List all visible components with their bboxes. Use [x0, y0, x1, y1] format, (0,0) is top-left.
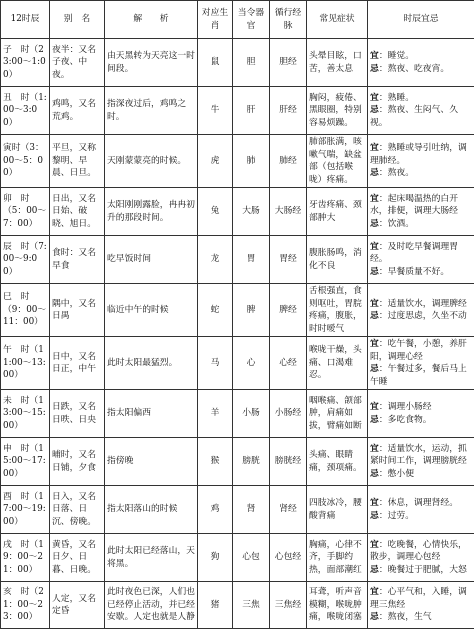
- zodiac-cell: 龙: [198, 236, 233, 284]
- ji-line: [370, 564, 472, 577]
- organ-cell: 肝: [233, 87, 270, 135]
- yi-line: [370, 401, 472, 414]
- alias-cell: 日出，又名日始、破晓、旭日。: [50, 188, 105, 236]
- header-row: [1, 1, 474, 39]
- yi-line: [370, 92, 472, 105]
- organ-cell: 肾: [233, 486, 270, 534]
- ji-label: 忌: [370, 364, 379, 374]
- ji-text: ：多吃食物。: [378, 414, 432, 425]
- meridian-cell: 胃经: [270, 236, 307, 284]
- yi-text: ：吃午餐，小憩，养肝阳，调理心经: [370, 339, 467, 362]
- advice-cell: [368, 39, 474, 87]
- meridian-cell: 脾经: [270, 284, 307, 337]
- organ-cell: 大肠: [233, 188, 270, 236]
- shichen-cell: 卯 时（5：00～7：00）: [1, 188, 50, 236]
- yi-label: 宜: [370, 193, 379, 204]
- yi-text: ：休息，调理肾经。: [378, 498, 458, 508]
- yi-line: [370, 142, 472, 167]
- header-zodiac: 对应生肖: [198, 1, 233, 39]
- analysis-cell: 此时夜色已深，人们也已经停止活动，并已经安歇。人定也就是人静: [105, 582, 198, 629]
- advice-cell: [368, 438, 474, 486]
- organ-cell: 肺: [233, 135, 270, 188]
- shichen-cell: 寅时（3：00～5：00）: [1, 135, 50, 188]
- ji-label: 忌: [370, 218, 379, 229]
- advice-cell: [368, 582, 474, 629]
- yi-text: ：起床喝温热的白开水，排便，调理大肠经: [370, 193, 458, 217]
- yi-text: ：适量饮水，调理脾经: [378, 298, 467, 309]
- alias-cell: 日入，又名日落、日沉、傍晚。: [50, 486, 105, 534]
- meridian-cell: 心经: [270, 337, 307, 390]
- table-row: [1, 438, 474, 486]
- zodiac-cell: 猪: [198, 582, 233, 629]
- meridian-cell: 心包经: [270, 534, 307, 582]
- yi-label: 宜: [370, 339, 379, 349]
- ji-text: ：晚餐过于肥腻，大怒: [378, 564, 467, 575]
- yi-label: 宜: [370, 402, 379, 412]
- analysis-cell: 指傍晚: [105, 438, 198, 486]
- symptoms-cell: 牙齿疼痛、颈部肿大: [307, 188, 368, 236]
- yi-line: [370, 497, 472, 510]
- ji-line: [370, 104, 472, 129]
- table-row: [1, 188, 474, 236]
- alias-cell: 黄昏，又名日夕、日暮、日晚。: [50, 534, 105, 582]
- yi-text: ：心平气和，入睡，调理三焦经: [370, 587, 467, 610]
- analysis-cell: 指太阳偏西: [105, 390, 198, 438]
- yi-text: ：熟睡。: [378, 92, 415, 103]
- zodiac-cell: 猴: [198, 438, 233, 486]
- yi-line: [370, 241, 472, 266]
- yi-label: 宜: [370, 51, 379, 61]
- yi-line: [370, 539, 472, 564]
- ji-text: ：熬夜，生气: [378, 612, 432, 623]
- ji-line: [370, 218, 472, 231]
- ji-line: [370, 310, 472, 323]
- yi-label: 宜: [370, 92, 379, 103]
- organ-cell: 三焦: [233, 582, 270, 629]
- symptoms-cell: 喉咙干燥，头痛、口渴难忍。: [307, 337, 368, 390]
- shichen-cell: 午 时（11:00～13:00）: [1, 337, 50, 390]
- analysis-cell: 指深夜过后，鸡鸣之时。: [105, 87, 198, 135]
- ji-line: [370, 167, 472, 180]
- yi-line: [370, 193, 472, 218]
- yi-label: 宜: [370, 539, 379, 550]
- table-row: [1, 87, 474, 135]
- ji-text: ：熬夜、吃夜宵。: [378, 63, 450, 74]
- header-shichen: 12时辰: [1, 1, 50, 39]
- symptoms-cell: 胸痛，心律不齐，手脚约热，面部潮红: [307, 534, 368, 582]
- table-row: [1, 39, 474, 87]
- shichen-cell: 酉 时（17:00～19:00）: [1, 486, 50, 534]
- symptoms-cell: 头痛、眼睛痛，颈项痛。: [307, 438, 368, 486]
- organ-cell: 小肠: [233, 390, 270, 438]
- analysis-cell: 由天黑转为天亮这一时间段。: [105, 39, 198, 87]
- ji-text: ：憋小便: [378, 468, 415, 479]
- ji-text: ：熬夜、生闷气、久视。: [370, 105, 458, 128]
- zodiac-cell: 蛇: [198, 284, 233, 337]
- advice-cell: [368, 188, 474, 236]
- alias-cell: 人定，又名定昏: [50, 582, 105, 629]
- organ-cell: 膀胱: [233, 438, 270, 486]
- shichen-cell: 亥 时（21：00～23：00）: [1, 582, 50, 629]
- ji-line: [370, 611, 472, 624]
- yi-line: [370, 443, 472, 468]
- symptoms-cell: 咽喉痛、颌部肿，肩痛如拔，臂痛如断: [307, 390, 368, 438]
- shichen-cell: 巳 时（9：00～11：00）: [1, 284, 50, 337]
- yi-line: [370, 50, 472, 63]
- alias-cell: 平旦，又称黎明、早晨、日旦。: [50, 135, 105, 188]
- analysis-cell: 太阳刚刚露脸，冉冉初升的那段时间。: [105, 188, 198, 236]
- shichen-cell: 申 时（15:00～17:00）: [1, 438, 50, 486]
- ji-line: [370, 266, 472, 279]
- ji-line: [370, 363, 472, 388]
- yi-label: 宜: [370, 498, 379, 508]
- ji-label: 忌: [370, 168, 379, 179]
- alias-cell: 鸡鸣，又名荒鸡。: [50, 87, 105, 135]
- ji-label: 忌: [370, 63, 379, 74]
- meridian-cell: 肝经: [270, 87, 307, 135]
- meridian-cell: 大肠经: [270, 188, 307, 236]
- alias-cell: 食时：又名早食: [50, 236, 105, 284]
- zodiac-cell: 狗: [198, 534, 233, 582]
- header-alias: 别 名: [50, 1, 105, 39]
- zodiac-cell: 马: [198, 337, 233, 390]
- shichen-cell: 未 时（13:00～15:00）: [1, 390, 50, 438]
- table-row: [1, 284, 474, 337]
- yi-label: 宜: [370, 241, 379, 252]
- advice-cell: [368, 135, 474, 188]
- zodiac-cell: 牛: [198, 87, 233, 135]
- ji-label: 忌: [370, 105, 379, 116]
- meridian-cell: 膀胱经: [270, 438, 307, 486]
- ji-label: 忌: [370, 468, 379, 479]
- ji-label: 忌: [370, 612, 379, 623]
- header-meridian: 循行经脉: [270, 1, 307, 39]
- meridian-cell: 小肠经: [270, 390, 307, 438]
- meridian-cell: 三焦经: [270, 582, 307, 629]
- symptoms-cell: 四肢冰冷，腰酸背痛: [307, 486, 368, 534]
- table-row: [1, 582, 474, 629]
- yi-label: 宜: [370, 143, 379, 154]
- ji-label: 忌: [370, 510, 379, 521]
- header-analysis: 解 析: [105, 1, 198, 39]
- table-body: [1, 39, 474, 629]
- advice-cell: [368, 87, 474, 135]
- alias-cell: 隅中，又名日禺: [50, 284, 105, 337]
- zodiac-cell: 鼠: [198, 39, 233, 87]
- yi-label: 宜: [370, 443, 379, 454]
- alias-cell: 日中，又名日正，中午: [50, 337, 105, 390]
- analysis-cell: 天刚蒙蒙亮的时候。: [105, 135, 198, 188]
- ji-text: ：熬夜。: [378, 168, 415, 179]
- advice-cell: [368, 390, 474, 438]
- alias-cell: 晡时，又名日铺，夕食: [50, 438, 105, 486]
- table-row: [1, 390, 474, 438]
- advice-cell: [368, 486, 474, 534]
- yi-line: [370, 298, 472, 311]
- table-row: [1, 236, 474, 284]
- yi-text: ：适量饮水，运动，抓紧时间工作，调理膀胱经: [370, 443, 467, 467]
- shichen-cell: 戌 时（19：00～21：00）: [1, 534, 50, 582]
- advice-cell: [368, 337, 474, 390]
- ji-text: ：早餐质量不好。: [378, 266, 450, 277]
- analysis-cell: 此时太阳已经落山，天将黑。: [105, 534, 198, 582]
- header-organ: 当令器官: [233, 1, 270, 39]
- zodiac-cell: 兔: [198, 188, 233, 236]
- table-row: [1, 534, 474, 582]
- symptoms-cell: 舌根强直，食则呕吐，胃脘疼痛，腹胀，时时嗳气: [307, 284, 368, 337]
- alias-cell: 日跌，又名日昳、日央: [50, 390, 105, 438]
- ji-text: ：过劳。: [378, 510, 415, 521]
- symptoms-cell: 腹胀肠鸣，消化不良: [307, 236, 368, 284]
- table-row: [1, 486, 474, 534]
- organ-cell: 脾: [233, 284, 270, 337]
- yi-text: ：吃晚餐，心情快乐，散步，调理心包经: [370, 539, 467, 563]
- ji-line: [370, 414, 472, 427]
- ji-text: ：过度思虑，久坐不动: [378, 311, 467, 321]
- ji-label: 忌: [370, 414, 379, 425]
- ji-line: [370, 510, 472, 523]
- analysis-cell: 此时太阳最猛烈。: [105, 337, 198, 390]
- yi-text: ：熟睡或导引吐纳，调理肺经。: [370, 143, 467, 166]
- ji-line: [370, 468, 472, 481]
- shichen-cell: 辰 时（7:00～9:00）: [1, 236, 50, 284]
- ji-label: 忌: [370, 266, 379, 277]
- yi-text: ：及时吃早餐调理胃经。: [370, 241, 458, 265]
- organ-cell: 胆: [233, 39, 270, 87]
- zodiac-cell: 虎: [198, 135, 233, 188]
- advice-cell: [368, 284, 474, 337]
- yi-label: 宜: [370, 298, 379, 309]
- organ-cell: 心包: [233, 534, 270, 582]
- meridian-cell: 肺经: [270, 135, 307, 188]
- symptoms-cell: 肺部胀满，咳嗽气喘，缺盆部（包括喉咙）疼痛。: [307, 135, 368, 188]
- meridian-cell: 胆经: [270, 39, 307, 87]
- organ-cell: 胃: [233, 236, 270, 284]
- advice-cell: [368, 236, 474, 284]
- ji-line: [370, 63, 472, 76]
- header-advice: 时辰宜忌: [368, 1, 474, 39]
- ji-text: ：饮酒。: [378, 218, 415, 229]
- table-row: [1, 135, 474, 188]
- header-symptoms: 常见症状: [307, 1, 368, 39]
- shichen-cell: 丑 时（1:00～3:00）: [1, 87, 50, 135]
- zodiac-cell: 鸡: [198, 486, 233, 534]
- symptoms-cell: 耳聋，听声音模糊，喉咙肿痛，喉咙闭塞: [307, 582, 368, 629]
- meridian-cell: 肾经: [270, 486, 307, 534]
- yi-text: ：调理小肠经: [378, 402, 432, 412]
- yi-line: [370, 338, 472, 363]
- symptoms-cell: 胸闷，疲倦、黑眼圈，特别容易烦躁。: [307, 87, 368, 135]
- yi-line: [370, 586, 472, 611]
- advice-cell: [368, 534, 474, 582]
- analysis-cell: 吃早饭时间: [105, 236, 198, 284]
- ji-text: ：午餐过多，餐后马上午睡: [370, 364, 467, 387]
- symptoms-cell: 头晕目眩，口苦，善太息: [307, 39, 368, 87]
- ji-label: 忌: [370, 564, 379, 575]
- ji-label: 忌: [370, 311, 379, 321]
- shichen-cell: 子 时（23:00～1:00）: [1, 39, 50, 87]
- alias-cell: 夜半：又名子夜、中夜。: [50, 39, 105, 87]
- analysis-cell: 指太阳落山的时候: [105, 486, 198, 534]
- yi-text: ：睡觉。: [378, 51, 415, 61]
- organ-cell: 心: [233, 337, 270, 390]
- yi-label: 宜: [370, 587, 379, 598]
- table-row: [1, 337, 474, 390]
- analysis-cell: 临近中午的时候: [105, 284, 198, 337]
- zodiac-cell: 羊: [198, 390, 233, 438]
